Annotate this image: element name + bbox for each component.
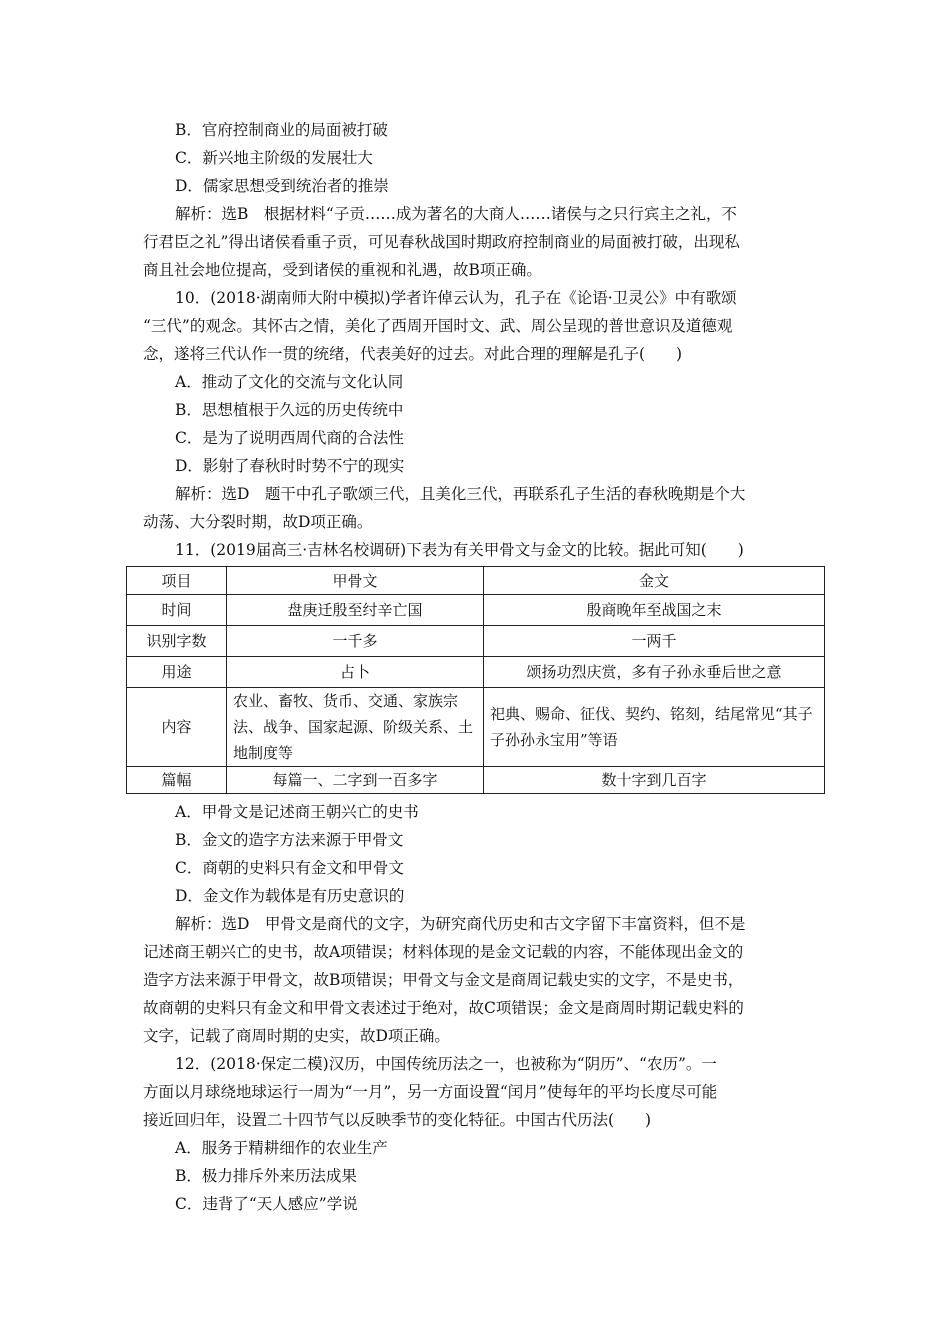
table-cell: 农业、畜牧、货币、交通、家族宗法、战争、国家起源、阶级关系、土地制度等 — [227, 688, 484, 767]
table-cell: 占卜 — [227, 657, 484, 688]
table-header-cell: 项目 — [127, 567, 227, 595]
table-row — [127, 767, 825, 794]
text-line: D．儒家思想受到统治者的推崇 — [175, 177, 389, 195]
table-cell: 殷商晚年至战国之末 — [484, 595, 825, 626]
text-line: A．推动了文化的交流与文化认同 — [175, 373, 404, 391]
table-row — [127, 626, 825, 657]
text-line: 动荡、大分裂时期，故D项正确。 — [143, 513, 373, 531]
table-cell: 用途 — [127, 657, 227, 688]
text-line: A．服务于精耕细作的农业生产 — [175, 1139, 388, 1157]
text-line: D．金文作为载体是有历史意识的 — [175, 887, 405, 905]
table-header-cell: 甲骨文 — [227, 567, 484, 595]
table-row — [127, 595, 825, 626]
text-line: A．甲骨文是记述商王朝兴亡的史书 — [175, 803, 419, 821]
text-line: 故商朝的史料只有金文和甲骨文表述过于绝对，故C项错误；金文是商周时期记载史料的 — [143, 999, 744, 1017]
text-line: D．影射了春秋时时势不宁的现实 — [175, 457, 405, 475]
text-line: B．极力排斥外来历法成果 — [175, 1167, 357, 1185]
text-line: B．金文的造字方法来源于甲骨文 — [175, 831, 404, 849]
text-line: 12．(2018·保定二模)汉历，中国传统历法之一，也被称为“阴历”、“农历”。一 — [175, 1055, 717, 1073]
text-block-lower — [143, 798, 811, 1218]
table-header-row — [127, 567, 825, 595]
table-cell: 盘庚迁殷至纣辛亡国 — [227, 595, 484, 626]
text-line: B．思想植根于久远的历史传统中 — [175, 401, 404, 419]
text-line: 记述商王朝兴亡的史书，故A项错误；材料体现的是金文记载的内容，不能体现出金文的 — [143, 943, 744, 961]
table-cell: 时间 — [127, 595, 227, 626]
table-header-cell: 金文 — [484, 567, 825, 595]
text-line: 解析：选D 题干中孔子歌颂三代，且美化三代，再联系孔子生活的春秋晚期是个大 — [175, 485, 746, 503]
text-line: 解析：选B 根据材料“子贡……成为著名的大商人……诸侯与之只行宾主之礼，不 — [175, 205, 737, 223]
text-line: “三代”的观念。其怀古之情，美化了西周开国时文、武、周公呈现的普世意识及道德观 — [143, 317, 733, 335]
table-cell: 识别字数 — [127, 626, 227, 657]
table-cell: 一千多 — [227, 626, 484, 657]
table-cell: 祀典、赐命、征伐、契约、铭刻，结尾常见“其子子孙孙永宝用”等语 — [484, 688, 825, 767]
text-block-upper — [143, 116, 811, 564]
text-line: 11．(2019届高三·吉林名校调研)下表为有关甲骨文与金文的比较。据此可知( ) — [175, 541, 744, 559]
text-line: 行君臣之礼”得出诸侯看重子贡，可见春秋战国时期政府控制商业的局面被打破，出现私 — [143, 233, 740, 251]
text-line: 文字，记载了商周时期的史实，故D项正确。 — [143, 1027, 450, 1045]
text-line: B．官府控制商业的局面被打破 — [175, 121, 388, 139]
text-line: 商且社会地位提高，受到诸侯的重视和礼遇，故B项正确。 — [143, 261, 542, 279]
table-row — [127, 657, 825, 688]
table-cell: 篇幅 — [127, 767, 227, 794]
text-line: C．新兴地主阶级的发展壮大 — [175, 149, 373, 167]
table-cell: 数十字到几百字 — [484, 767, 825, 794]
table-cell: 内容 — [127, 688, 227, 767]
table-cell: 颂扬功烈庆赏，多有子孙永垂后世之意 — [484, 657, 825, 688]
text-line: C．是为了说明西周代商的合法性 — [175, 429, 404, 447]
text-line: C．违背了“天人感应”学说 — [175, 1195, 358, 1213]
text-line: 念，遂将三代认作一贯的统绪，代表美好的过去。对此合理的理解是孔子( ) — [143, 345, 683, 363]
comparison-table-wrapper — [126, 566, 824, 794]
text-line: 方面以月球绕地球运行一周为“一月”，另一方面设置“闰月”使每年的平均长度尽可能 — [143, 1083, 718, 1101]
text-line: 解析：选D 甲骨文是商代的文字，为研究商代历史和古文字留下丰富资料，但不是 — [175, 915, 746, 933]
text-line: C．商朝的史料只有金文和甲骨文 — [175, 859, 404, 877]
table-cell: 每篇一、二字到一百多字 — [227, 767, 484, 794]
table-row — [127, 688, 825, 767]
text-line: 10．(2018·湖南师大附中模拟)学者许倬云认为，孔子在《论语·卫灵公》中有歌颂 — [175, 289, 737, 307]
text-line: 造字方法来源于甲骨文，故B项错误；甲骨文与金文是商周记载史实的文字，不是史书， — [143, 971, 744, 989]
comparison-table — [126, 566, 825, 794]
table-cell: 一两千 — [484, 626, 825, 657]
text-line: 接近回归年，设置二十四节气以反映季节的变化特征。中国古代历法( ) — [143, 1111, 652, 1129]
